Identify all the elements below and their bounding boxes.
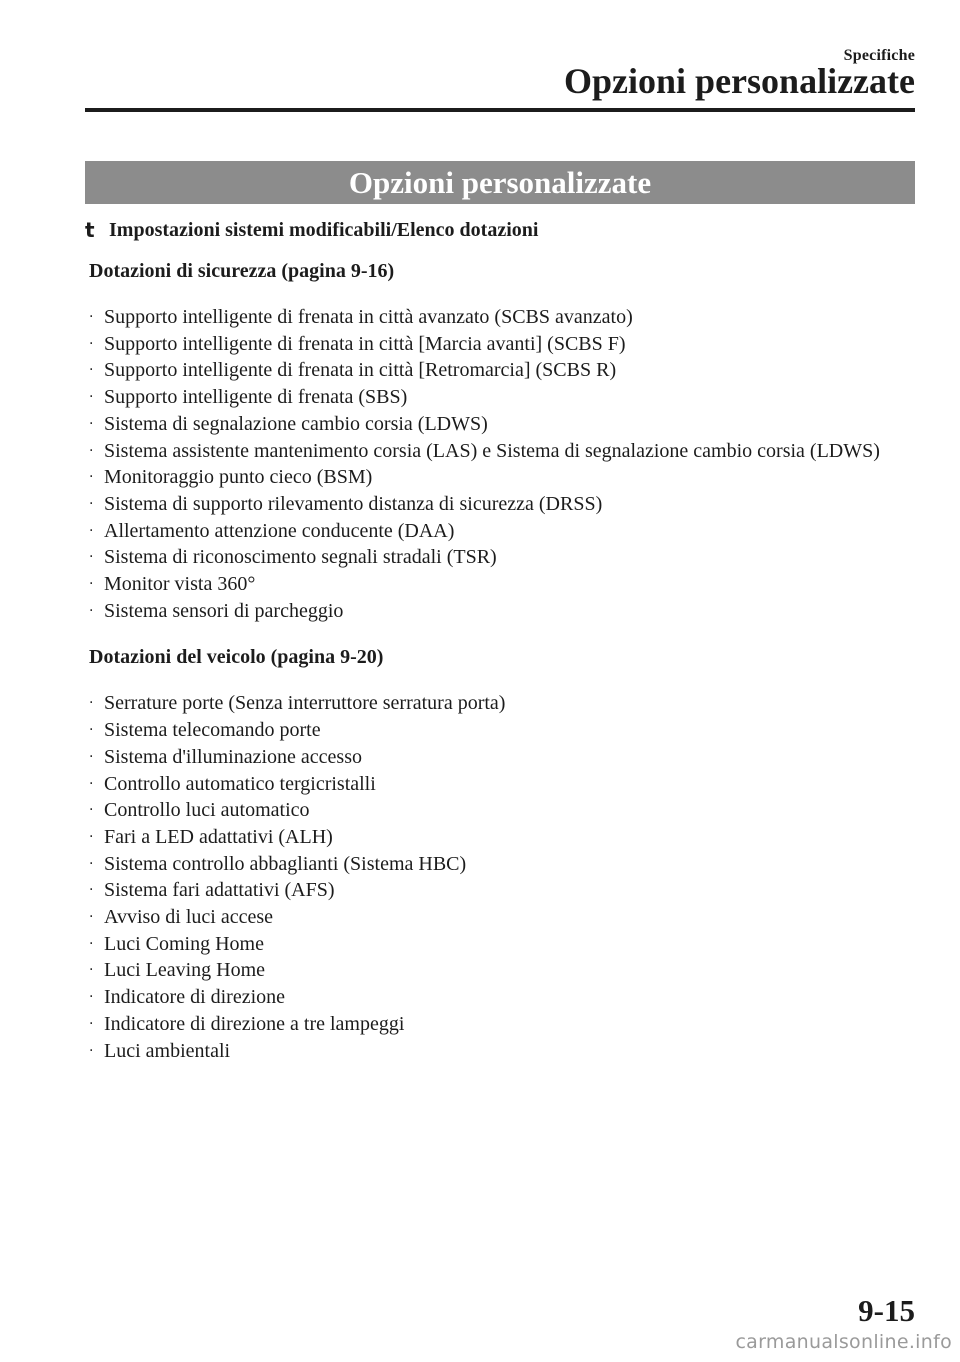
list-item-text: Luci Leaving Home xyxy=(104,959,266,982)
bullet-icon: · xyxy=(89,549,94,566)
vehicle-list xyxy=(89,690,919,1064)
list-item xyxy=(89,357,919,384)
bullet-icon: · xyxy=(89,695,94,712)
list-item-text: Allertamento attenzione conducente (DAA) xyxy=(104,519,455,542)
bullet-icon: · xyxy=(89,882,94,899)
bullet-icon: · xyxy=(89,802,94,819)
list-item-text: Supporto intelligente di frenata in città avanzato (SCBS avanzato) xyxy=(104,306,633,328)
list-item-text: Supporto intelligente di frenata in città [Retromarcia] (SCBS R) xyxy=(104,359,617,382)
list-item xyxy=(89,1011,919,1038)
list-item-text: Sistema assistente mantenimento corsia (LAS) e Sistema di segnalazione cambio corsia (LDWS) xyxy=(104,439,880,462)
list-item xyxy=(89,690,919,717)
bullet-icon: · xyxy=(89,989,94,1006)
list-item xyxy=(89,304,919,331)
list-item-text: Indicatore di direzione xyxy=(104,986,286,1009)
list-item xyxy=(89,851,919,878)
list-item-text: Sistema di riconoscimento segnali stradali (TSR) xyxy=(104,546,497,569)
list-item xyxy=(89,491,919,518)
bullet-icon: · xyxy=(89,309,94,325)
section-banner xyxy=(85,161,915,204)
list-item-text: Sistema sensori di parcheggio xyxy=(104,599,344,622)
bullet-icon: · xyxy=(89,442,94,459)
bullet-icon: · xyxy=(89,1015,94,1032)
list-item-text: Avviso di luci accese xyxy=(104,906,274,929)
list-item xyxy=(89,797,919,824)
list-item xyxy=(89,544,919,571)
bullet-icon: · xyxy=(89,775,94,792)
list-item xyxy=(89,877,919,904)
list-item xyxy=(89,771,919,798)
section-heading xyxy=(85,218,915,242)
list-item xyxy=(89,571,919,598)
bullet-icon: · xyxy=(89,722,94,739)
running-header-title: Opzioni personalizzate xyxy=(564,61,915,101)
bullet-icon: · xyxy=(89,469,94,486)
bullet-icon: · xyxy=(89,495,94,512)
list-item-text: Serrature porte (Senza interruttore serratura porta) xyxy=(104,692,506,715)
bullet-icon: · xyxy=(89,748,94,765)
banner-title: Opzioni personalizzate xyxy=(348,164,652,200)
list-item-text: Sistema fari adattativi (AFS) xyxy=(104,879,335,902)
list-item-text: Controllo automatico tergicristalli xyxy=(104,772,376,795)
list-item xyxy=(89,957,919,984)
list-item-text: Supporto intelligente di frenata in città [Marcia avanti] (SCBS F) xyxy=(104,332,626,355)
bullet-icon: · xyxy=(89,1042,94,1059)
list-item-text: Controllo luci automatico xyxy=(104,799,310,822)
page-number: 9-15 xyxy=(858,1293,915,1328)
section-marker-icon: t xyxy=(85,218,95,242)
list-item xyxy=(89,384,919,411)
list-item xyxy=(89,598,919,625)
list-item xyxy=(89,984,919,1011)
bullet-icon: · xyxy=(89,909,94,926)
bullet-icon: · xyxy=(89,935,94,952)
list-item xyxy=(89,411,919,438)
list-item-text: Sistema di segnalazione cambio corsia (LDWS) xyxy=(104,412,488,435)
list-item xyxy=(89,904,919,931)
list-item-text: Sistema controllo abbaglianti (Sistema HBC) xyxy=(104,852,467,875)
running-header-chapter: Specifiche xyxy=(843,47,915,64)
bullet-icon: · xyxy=(89,522,94,539)
list-item xyxy=(89,824,919,851)
list-item-text: Indicatore di direzione a tre lampeggi xyxy=(104,1012,405,1035)
list-item-text: Luci ambientali xyxy=(104,1039,231,1062)
bullet-icon: · xyxy=(89,602,94,619)
group-heading-vehicle: Dotazioni del veicolo (pagina 9-20) xyxy=(89,646,384,669)
bullet-icon: · xyxy=(89,962,94,979)
list-item-text: Monitoraggio punto cieco (BSM) xyxy=(104,466,373,489)
safety-list xyxy=(89,304,919,624)
list-item xyxy=(89,931,919,958)
header-rule xyxy=(85,108,915,112)
list-item-text: Fari a LED adattativi (ALH) xyxy=(104,825,333,848)
list-item-text: Sistema d'illuminazione accesso xyxy=(104,745,362,768)
list-item-text: Sistema telecomando porte xyxy=(104,719,321,742)
list-item-text: Supporto intelligente di frenata (SBS) xyxy=(104,386,408,409)
list-item-text: Sistema di supporto rilevamento distanza di sicurezza (DRSS) xyxy=(104,492,603,515)
bullet-icon: · xyxy=(89,576,94,593)
group-heading-safety: Dotazioni di sicurezza (pagina 9-16) xyxy=(89,260,395,282)
bullet-icon: · xyxy=(89,362,94,379)
list-item xyxy=(89,438,919,465)
content xyxy=(89,258,919,1064)
bullet-icon: · xyxy=(89,389,94,406)
list-item xyxy=(89,331,919,358)
watermark: carmanualsonline.info xyxy=(735,1331,952,1353)
list-item-text: Monitor vista 360° xyxy=(104,573,256,596)
list-item xyxy=(89,744,919,771)
bullet-icon: · xyxy=(89,335,94,352)
bullet-icon: · xyxy=(89,828,94,845)
list-item xyxy=(89,464,919,491)
list-item xyxy=(89,1038,919,1065)
list-item-text: Luci Coming Home xyxy=(104,932,264,955)
section-title: Impostazioni sistemi modificabili/Elenco dotazioni xyxy=(109,218,539,241)
list-item xyxy=(89,717,919,744)
bullet-icon: · xyxy=(89,855,94,872)
bullet-icon: · xyxy=(89,415,94,432)
list-item xyxy=(89,518,919,545)
